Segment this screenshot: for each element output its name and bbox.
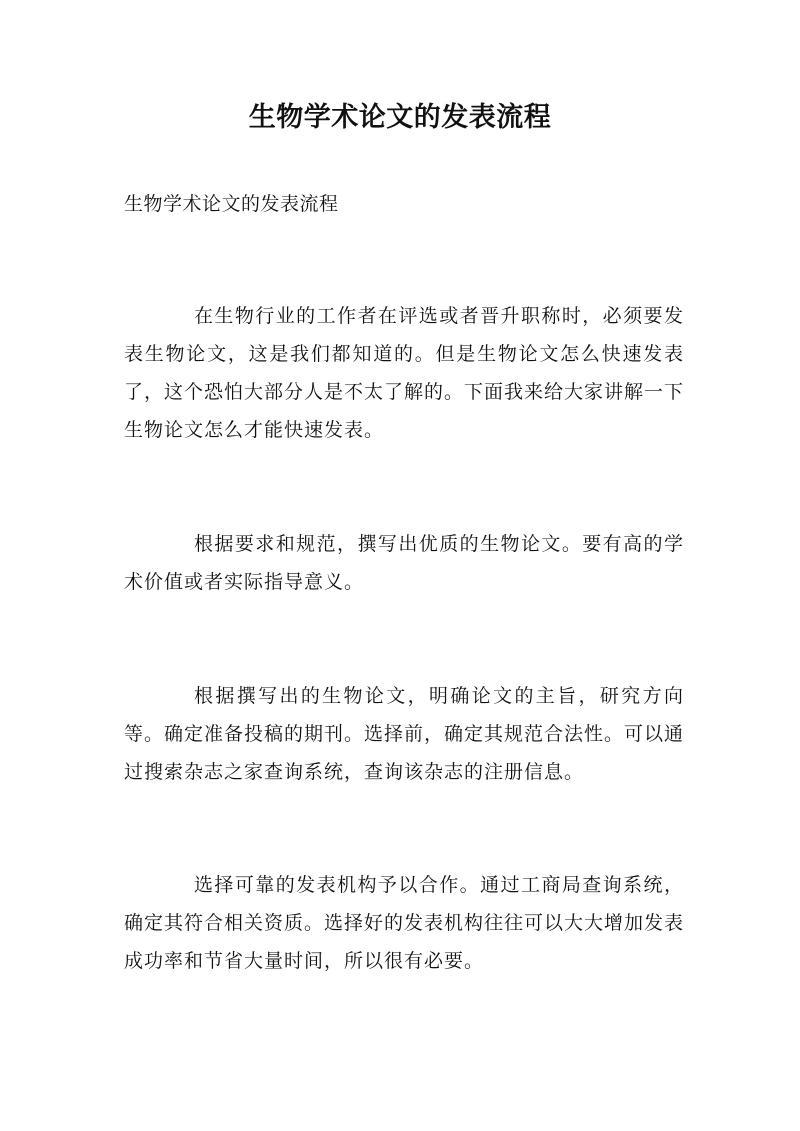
paragraph-step-agency: 选择可靠的发表机构予以合作。通过工商局查询系统，确定其符合相关资质。选择好的发表机构往往可以大大增加发表成功率和节省大量时间，所以很有必要。: [124, 874, 685, 972]
paragraph-step-write: 根据要求和规范，撰写出优质的生物论文。要有高的学术价值或者实际指导意义。: [124, 533, 684, 593]
document-title: 生物学术论文的发表流程: [248, 102, 552, 133]
paragraph-intro: 在生物行业的工作者在评选或者晋升职称时，必须要发表生物论文，这是我们都知道的。但是生物论文怎么快速发表了，这个恐怕大部分人是不太了解的。下面我来给大家讲解一下生物论文怎么才能快速发表。: [124, 305, 685, 441]
document-subtitle: 生物学术论文的发表流程: [124, 193, 339, 215]
paragraph-step-journal: 根据撰写出的生物论文，明确论文的主旨，研究方向等。确定准备投稿的期刊。选择前，确定其规范合法性。可以通过搜索杂志之家查询系统，查询该杂志的注册信息。: [124, 685, 685, 783]
